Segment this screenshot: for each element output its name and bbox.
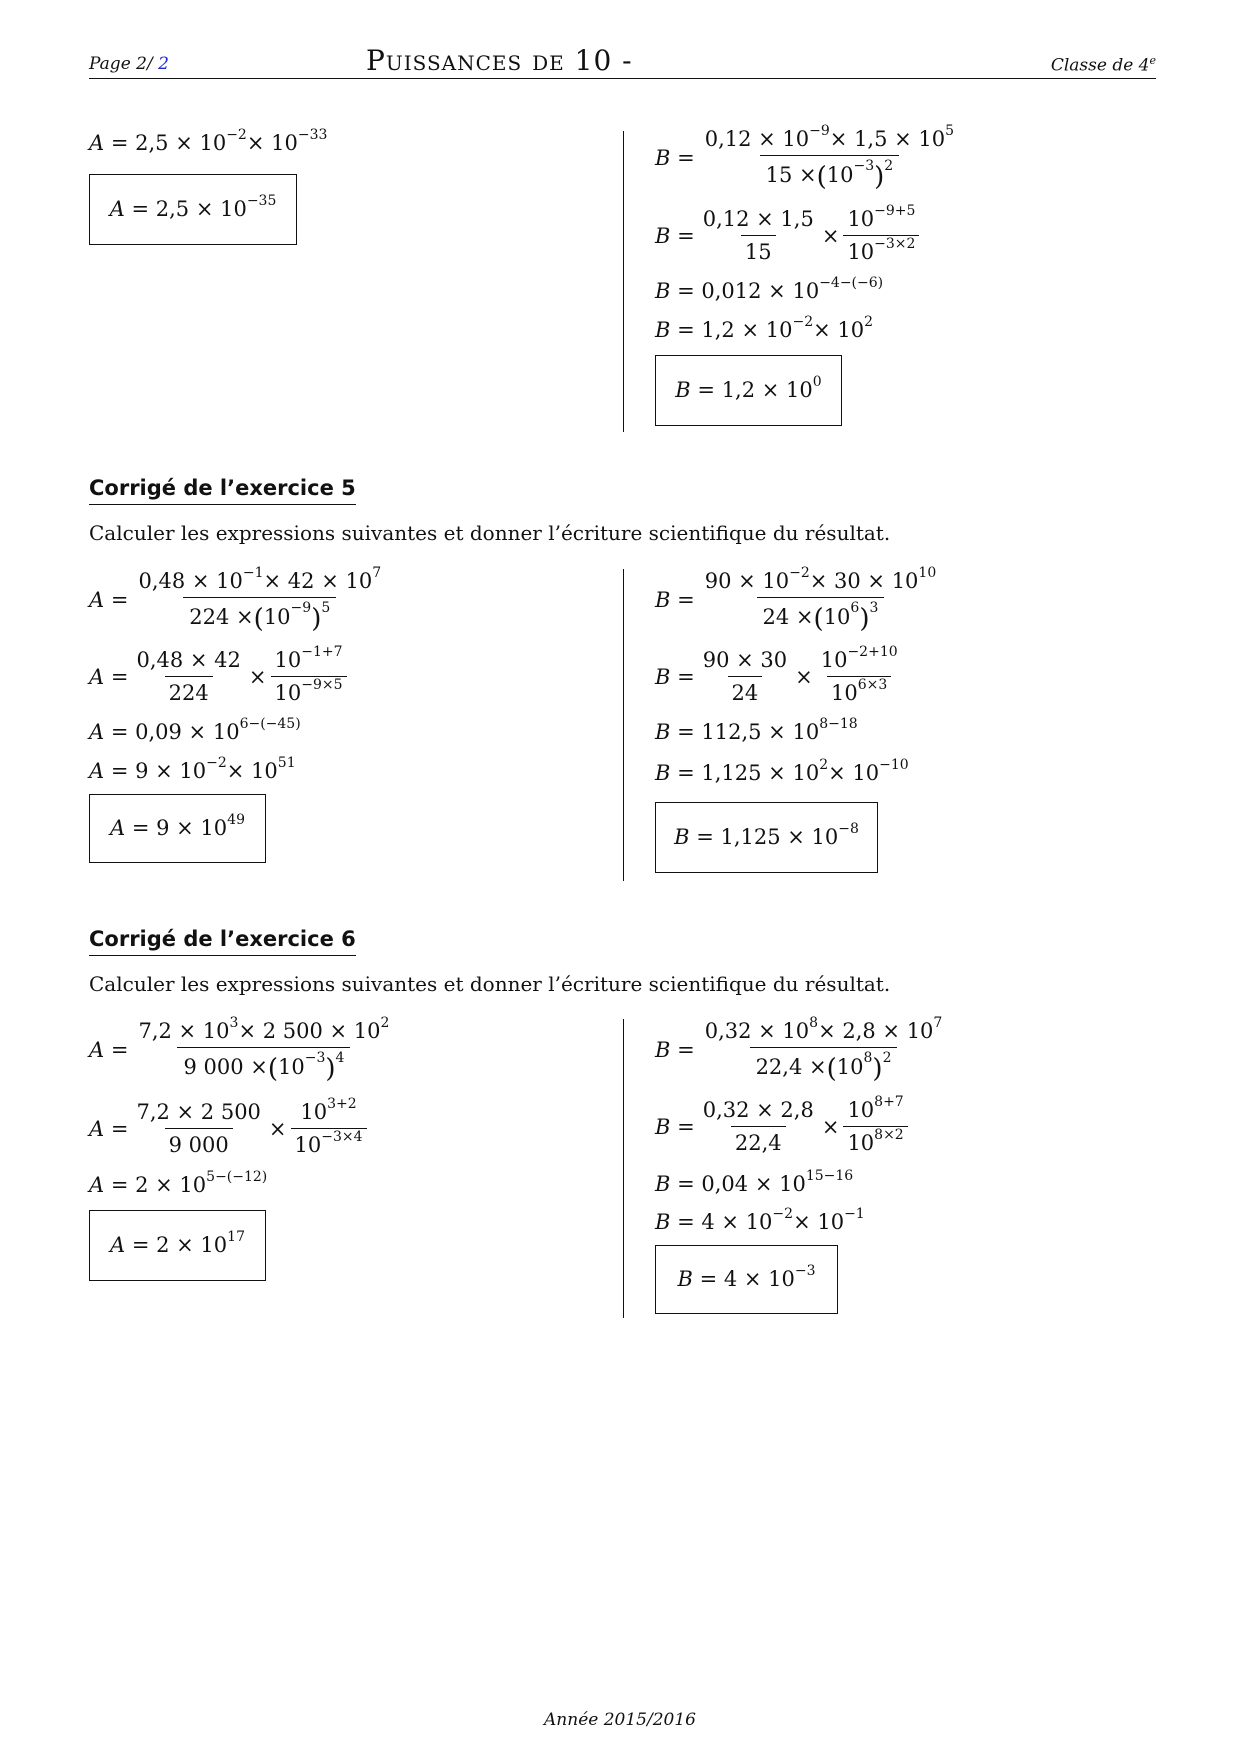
term: 22,4 × <box>755 1054 827 1079</box>
exponent: −3×4 <box>321 1128 363 1145</box>
fraction <box>699 650 791 704</box>
exponent: 5−(−12) <box>206 1168 268 1185</box>
ex6-B-step2: B = $\frac{0,32 \times 2,8}{22,4}$ × 10 8+7 10 8×2 <box>655 1100 912 1154</box>
column-separator <box>623 569 624 881</box>
term: 10 <box>847 1131 875 1155</box>
exponent: 3 <box>229 1014 239 1031</box>
term: 10 <box>274 681 302 705</box>
term: 4 × 10 <box>723 1267 795 1291</box>
ex5-A-step1: A = 0,48 × 10 −1 × 42 × 10 7 224 × ( 10 −9 ) 5 <box>89 571 391 630</box>
lhs: B <box>655 1210 671 1234</box>
fraction <box>699 209 818 263</box>
lhs: B <box>655 720 671 744</box>
fraction <box>843 1093 907 1155</box>
exponent: −8 <box>838 820 859 837</box>
term: 7,2 × 10 <box>138 1019 230 1043</box>
term: 15 × <box>765 162 817 187</box>
lhs: B <box>674 825 690 849</box>
ex5-A-step2: A = $\frac{0,48 \times 42}{224}$ × 10 −1+7 10 −9×5 <box>89 650 351 704</box>
term: 224 × <box>189 604 254 629</box>
term: × 10 <box>793 1210 845 1234</box>
lhs: B <box>655 761 671 785</box>
exponent: 8×2 <box>874 1126 904 1143</box>
ex6-B-result-box: B = 4 × 10 −3 <box>655 1245 838 1314</box>
term: × 2,8 × 10 <box>818 1019 934 1043</box>
exponent: −2 <box>792 313 814 330</box>
exponent: −2 <box>789 564 810 581</box>
term: 2,5 × 10 <box>135 131 227 155</box>
column-separator <box>623 131 624 432</box>
term: × 1,5 × 10 <box>829 127 946 151</box>
exponent: −10 <box>879 756 909 773</box>
page-number-prefix: Page 2/ <box>89 54 153 74</box>
exponent: −9×5 <box>301 676 343 693</box>
fraction <box>271 643 347 705</box>
fraction <box>132 1102 264 1156</box>
page-number <box>89 54 169 74</box>
ex4-B-result-box: B = 1,2 × 10 0 <box>655 355 842 426</box>
fraction <box>132 650 244 704</box>
lhs: B <box>655 588 671 612</box>
term: 0,12 × 10 <box>704 127 810 151</box>
exponent: −1 <box>242 564 264 581</box>
exponent: −3×2 <box>874 235 916 252</box>
term: 9 × 10 <box>135 759 207 783</box>
ex6-A-result-box: A = 2 × 10 17 <box>89 1210 266 1281</box>
exponent: 8 <box>863 1050 873 1066</box>
exponent: 8+7 <box>874 1093 904 1110</box>
lhs: A <box>89 664 105 689</box>
denominator: 15 <box>741 235 776 263</box>
term: 10 <box>294 1133 322 1157</box>
lhs: A <box>89 720 105 744</box>
ex6-intro: Calculer les expressions suivantes et donner l’écriture scientifique du résultat. <box>89 972 891 996</box>
exponent: 3+2 <box>327 1095 357 1112</box>
exponent: −3 <box>304 1050 326 1066</box>
ex4-B-step3: B = 0,012 × 10 −4−(−6) <box>655 274 884 303</box>
term: 1,2 × 10 <box>701 318 793 342</box>
ex5-heading: Corrigé de l’exercice 5 <box>89 476 356 505</box>
term: 10 <box>847 207 875 231</box>
exponent: −2 <box>226 126 247 143</box>
lhs: A <box>89 588 105 612</box>
exponent: 2 <box>819 756 829 773</box>
lhs: B <box>655 1114 671 1139</box>
term: 10 <box>274 648 302 672</box>
term: 10 <box>263 604 291 629</box>
numerator: 7,2 × 2 500 <box>136 1100 261 1124</box>
page-title: Puissances de 10 - <box>366 44 633 77</box>
page-footer: Année 2015/2016 <box>544 1710 696 1730</box>
ex5-B-step1: B = 90 × 10 −2 × 30 × 10 10 24 × ( 10 6 ) 3 <box>655 571 946 630</box>
fraction: 0,32 × 10 8 × 2,8 × 10 7 22,4 × ( 10 8 ) 2 <box>704 1014 943 1084</box>
lhs: A <box>89 759 105 783</box>
lhs: A <box>89 1116 105 1141</box>
ex6-heading: Corrigé de l’exercice 6 <box>89 927 356 956</box>
term: 0,32 × 10 <box>704 1019 810 1043</box>
lhs: B <box>675 378 691 402</box>
term: × 10 <box>813 318 865 342</box>
exponent: −9 <box>290 600 312 616</box>
fraction <box>817 643 902 705</box>
exponent: −33 <box>297 126 328 143</box>
ex6-B-step4: B = 4 × 10 −2 × 10 −1 <box>655 1205 865 1234</box>
ex4-B-step2: B = $\frac{0,12 \times 1,5}{15}$ × 10 −9+5 10 −3×2 <box>655 209 923 263</box>
ex5-intro: Calculer les expressions suivantes et donner l’écriture scientifique du résultat. <box>89 521 891 545</box>
numerator: 0,12 × 1,5 <box>702 207 814 231</box>
lhs: A <box>110 816 126 840</box>
ex4-A-line1: A = 2,5 × 10 −2 × 10 −33 <box>89 126 328 155</box>
ex6-A-step2: A = $\frac{7,2 \times 2 500}{9 000}$ × 10 3+2 10 −3×4 <box>89 1102 371 1156</box>
ex6-B-step3: B = 0,04 × 10 15−16 <box>655 1167 854 1196</box>
term: 112,5 × 10 <box>701 720 820 744</box>
term: 1,125 × 10 <box>701 761 820 785</box>
term: × 2 500 × 10 <box>238 1019 381 1043</box>
term: 4 × 10 <box>701 1210 773 1234</box>
exponent: −2 <box>206 754 227 771</box>
ex6-A-step1: A = 7,2 × 10 3 × 2 500 × 10 2 9 000 × ( 10 −3 ) 4 <box>89 1021 399 1080</box>
fraction <box>699 1100 818 1154</box>
ex5-A-step4: A = 9 × 10 −2 × 10 51 <box>89 754 296 783</box>
term: × 10 <box>828 761 880 785</box>
term: 10 <box>826 162 854 187</box>
term: 0,012 × 10 <box>701 279 820 303</box>
exponent: 2 <box>380 1014 390 1031</box>
exponent: 49 <box>227 811 245 828</box>
exponent: −2 <box>772 1205 794 1222</box>
class-label-sup: e <box>1149 54 1156 67</box>
exponent: 51 <box>277 754 296 771</box>
term: 1,125 × 10 <box>720 825 839 849</box>
denominator: 224 <box>165 676 213 704</box>
ex5-B-result-box: B = 1,125 × 10 −8 <box>655 802 878 873</box>
lhs: B <box>655 664 671 689</box>
denominator: 9 000 <box>165 1128 233 1156</box>
exponent: 4 <box>335 1050 345 1066</box>
fraction: 7,2 × 10 3 × 2 500 × 10 2 9 000 × ( 10 −3 ) 4 <box>138 1014 390 1084</box>
term: 9 × 10 <box>156 816 228 840</box>
exponent: −2+10 <box>847 643 898 660</box>
ex5-A-step3: A = 0,09 × 10 6−(−45) <box>89 715 301 744</box>
lhs: A <box>89 131 105 155</box>
exponent: 6×3 <box>857 676 888 693</box>
lhs: B <box>655 279 671 303</box>
exponent: 6−(−45) <box>239 715 301 732</box>
denominator: 24 <box>728 676 763 704</box>
exponent: 3 <box>869 600 879 616</box>
term: × 10 <box>246 131 298 155</box>
term: 0,48 × 10 <box>138 569 243 593</box>
ex6-A-step3: A = 2 × 10 5−(−12) <box>89 1168 268 1197</box>
exponent: −3 <box>853 158 875 174</box>
term: 2,5 × 10 <box>155 197 247 221</box>
lhs: B <box>655 146 671 170</box>
term: 10 <box>823 604 851 629</box>
exponent: −9+5 <box>874 202 916 219</box>
term: 10 <box>847 1098 875 1122</box>
ex5-A-result-box: A = 9 × 10 49 <box>89 794 266 863</box>
ex5-B-step3: B = 112,5 × 10 8−18 <box>655 715 858 744</box>
exponent: 2 <box>864 313 874 330</box>
exponent: 8 <box>809 1014 819 1031</box>
exponent: 0 <box>812 373 822 390</box>
fraction <box>843 202 919 264</box>
ex4-B-step1: B = 0,12 × 10 −9 × 1,5 × 10 5 15 × ( 10 −3 ) 2 <box>655 129 964 188</box>
term: × 30 × 10 <box>809 569 919 593</box>
lhs: A <box>89 1173 105 1197</box>
exponent: 17 <box>227 1228 245 1245</box>
ex5-B-step4: B = 1,125 × 10 2 × 10 −10 <box>655 756 909 785</box>
lhs: A <box>89 1038 105 1062</box>
term: 2 × 10 <box>135 1173 207 1197</box>
exponent: 5 <box>321 600 331 616</box>
exponent: 6 <box>850 600 860 616</box>
page-total-link[interactable]: 2 <box>158 54 169 74</box>
exponent: 15−16 <box>805 1167 854 1184</box>
term: 10 <box>847 240 875 264</box>
ex6-B-step1: B = 0,32 × 10 8 × 2,8 × 10 7 22,4 × ( 10 8 ) 2 <box>655 1021 952 1080</box>
ex4-A-result-box: A = 2,5 × 10 −35 <box>89 174 297 245</box>
term: 2 × 10 <box>156 1233 228 1257</box>
term: 10 <box>277 1054 305 1079</box>
exponent: 8−18 <box>819 715 858 732</box>
fraction <box>291 1095 367 1157</box>
exponent: −9 <box>809 122 830 139</box>
lhs: A <box>110 1233 126 1257</box>
exponent: 2 <box>882 1050 892 1066</box>
ex4-B-step4: B = 1,2 × 10 −2 × 10 2 <box>655 313 874 342</box>
numerator: 0,48 × 42 <box>136 648 241 672</box>
exponent: −3 <box>794 1262 816 1279</box>
exponent: −1+7 <box>301 643 343 660</box>
exponent: 2 <box>884 158 894 174</box>
numerator: 0,32 × 2,8 <box>702 1098 814 1122</box>
term: 9 000 × <box>183 1054 268 1079</box>
term: 10 <box>831 681 858 705</box>
term: 10 <box>836 1054 864 1079</box>
lhs: B <box>677 1267 693 1291</box>
lhs: B <box>655 318 671 342</box>
numerator: 90 × 30 <box>702 648 788 672</box>
term: 10 <box>820 648 848 672</box>
exponent: 10 <box>918 564 937 581</box>
term: 1,2 × 10 <box>721 378 813 402</box>
exponent: −35 <box>246 192 277 209</box>
fraction: 0,48 × 10 −1 × 42 × 10 7 224 × ( 10 −9 ) 5 <box>138 564 382 634</box>
term: 24 × <box>762 604 814 629</box>
ex5-B-step2: B = $\frac{90 \times 30}{24}$ × 10 −2+10 10 6×3 <box>655 650 906 704</box>
exponent: 7 <box>372 564 382 581</box>
class-label <box>1051 54 1156 76</box>
term: 10 <box>300 1100 328 1124</box>
denominator: 22,4 <box>731 1126 786 1154</box>
page-header <box>89 44 1156 79</box>
lhs: B <box>655 223 671 248</box>
fraction: 0,12 × 10 −9 × 1,5 × 10 5 15 × ( 10 −3 ) 2 <box>704 122 955 192</box>
term: × 42 × 10 <box>263 569 373 593</box>
lhs: B <box>655 1172 671 1196</box>
column-separator <box>623 1019 624 1318</box>
term: 90 × 10 <box>704 569 790 593</box>
exponent: −1 <box>844 1205 865 1222</box>
class-label-text: Classe de 4 <box>1050 55 1150 76</box>
exponent: 7 <box>933 1014 943 1031</box>
lhs: B <box>655 1038 671 1062</box>
term: × 10 <box>226 759 278 783</box>
term: 0,04 × 10 <box>701 1172 806 1196</box>
exponent: −4−(−6) <box>819 274 884 291</box>
term: 0,09 × 10 <box>135 720 240 744</box>
exponent: 5 <box>945 122 955 139</box>
fraction: 90 × 10 −2 × 30 × 10 10 24 × ( 10 6 ) 3 <box>704 564 937 634</box>
lhs: A <box>109 197 125 221</box>
